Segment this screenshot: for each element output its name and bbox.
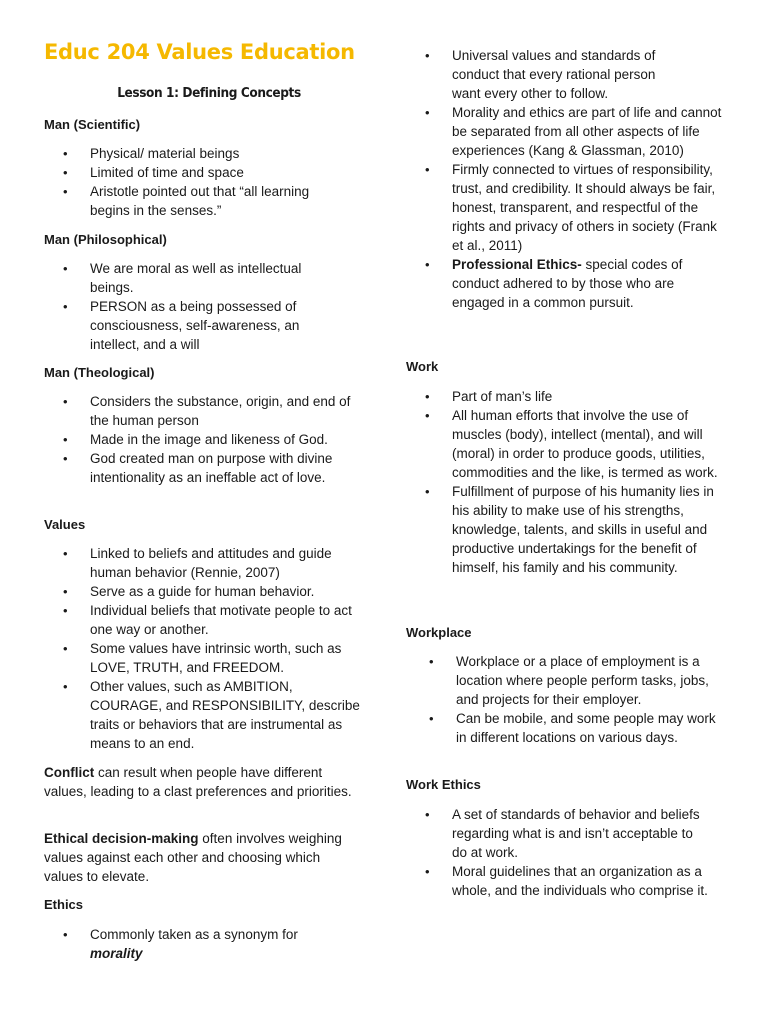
list-item: • Linked to beliefs and attitudes and guide human behavior (Rennie, 2007) [90,544,365,582]
list-item: • Limited of time and space [90,163,380,182]
list-item: • Universal values and standards of conduct that every rational person want every other to follow. [452,46,684,103]
list-item: • Made in the image and likeness of God. [90,430,360,449]
list-item [452,255,727,312]
list-item: • Serve as a guide for human behavior. [90,582,365,601]
list-item: • Physical/ material beings [90,144,380,163]
lesson-title: Lesson 1: Defining Concepts [117,85,301,101]
bullet-list-man-theological [90,392,360,487]
list-item: • Individual beliefs that motivate people to act one way or another. [90,601,365,639]
list-item: • Fulfillment of purpose of his humanity lies in his ability to make use of his strengths, knowledge, talents, and skills in useful and productive undertakings for the benefit of himself, his family and his community. [452,482,727,577]
list-item: • Firmly connected to virtues of responsibility, trust, and credibility. It should always be fair, honest, transparent, and respectful of the rights and privacy of others in society (Frank et al., 2011) [452,160,727,255]
professional-ethics-term: Professional Ethics- [452,257,582,272]
list-item: • Morality and ethics are part of life and cannot be separated from all other aspects of life experiences (Kang & Glassman, 2010) [452,103,722,160]
section-heading-man-philosophical: Man (Philosophical) [44,232,167,247]
document-title: Educ 204 Values Education [44,40,355,64]
bullet-list-workplace [456,652,728,747]
bullet-list-ethics-continued [452,46,727,312]
section-heading-work: Work [406,359,439,374]
ethics-item-text: Commonly taken as a synonym for [90,927,298,942]
section-heading-values: Values [44,517,86,532]
ethical-decision-paragraph [44,829,344,886]
ethical-decision-text: often involves weighing values against each other and choosing which values to elevate. [44,831,342,884]
list-item: • We are moral as well as intellectual beings. [90,259,340,297]
bullet-list-values [90,544,365,753]
bullet-list-work [452,387,727,577]
conflict-term: Conflict [44,765,95,780]
list-item: • Aristotle pointed out that “all learning begins in the senses.” [90,182,350,220]
section-heading-work-ethics: Work Ethics [406,777,481,792]
list-item [90,925,360,963]
list-item: • Workplace or a place of employment is a location where people perform tasks, jobs, and projects for their employer. [456,652,728,709]
professional-ethics-text: special codes of conduct adhered to by those who are engaged in a common pursuit. [452,257,683,310]
conflict-text: can result when people have different values, leading to a clast preferences and priorities. [44,765,352,799]
list-item: • All human efforts that involve the use of muscles (body), intellect (mental), and will (moral) in order to produce goods, utilities, commodities and the like, is termed as work. [452,406,727,482]
bullet-list-ethics [90,925,360,963]
bullet-list-man-scientific [90,144,380,220]
section-heading-workplace: Workplace [406,625,472,640]
list-item: • PERSON as a being possessed of consciousness, self-awareness, an intellect, and a will [90,297,340,354]
list-item: • Part of man’s life [452,387,727,406]
list-item: • God created man on purpose with divine intentionality as an ineffable act of love. [90,449,360,487]
ethics-item-emphasis: morality [90,946,143,961]
list-item: • Moral guidelines that an organization as a whole, and the individuals who comprise it. [452,862,727,900]
section-heading-man-theological: Man (Theological) [44,365,155,380]
list-item: • Some values have intrinsic worth, such as LOVE, TRUTH, and FREEDOM. [90,639,365,677]
ethical-decision-term: Ethical decision-making [44,831,199,846]
list-item: • Considers the substance, origin, and end of the human person [90,392,360,430]
list-item: • Can be mobile, and some people may work in different locations on various days. [456,709,728,747]
conflict-paragraph [44,763,366,801]
list-item: • A set of standards of behavior and beliefs regarding what is and isn’t acceptable to do at work. [452,805,702,862]
bullet-list-man-philosophical [90,259,340,354]
list-item: • Other values, such as AMBITION, COURAGE, and RESPONSIBILITY, describe traits or behaviors that are instrumental as means to an end. [90,677,365,753]
section-heading-ethics: Ethics [44,897,84,912]
section-heading-man-scientific: Man (Scientific) [44,117,141,132]
bullet-list-work-ethics [452,805,727,900]
